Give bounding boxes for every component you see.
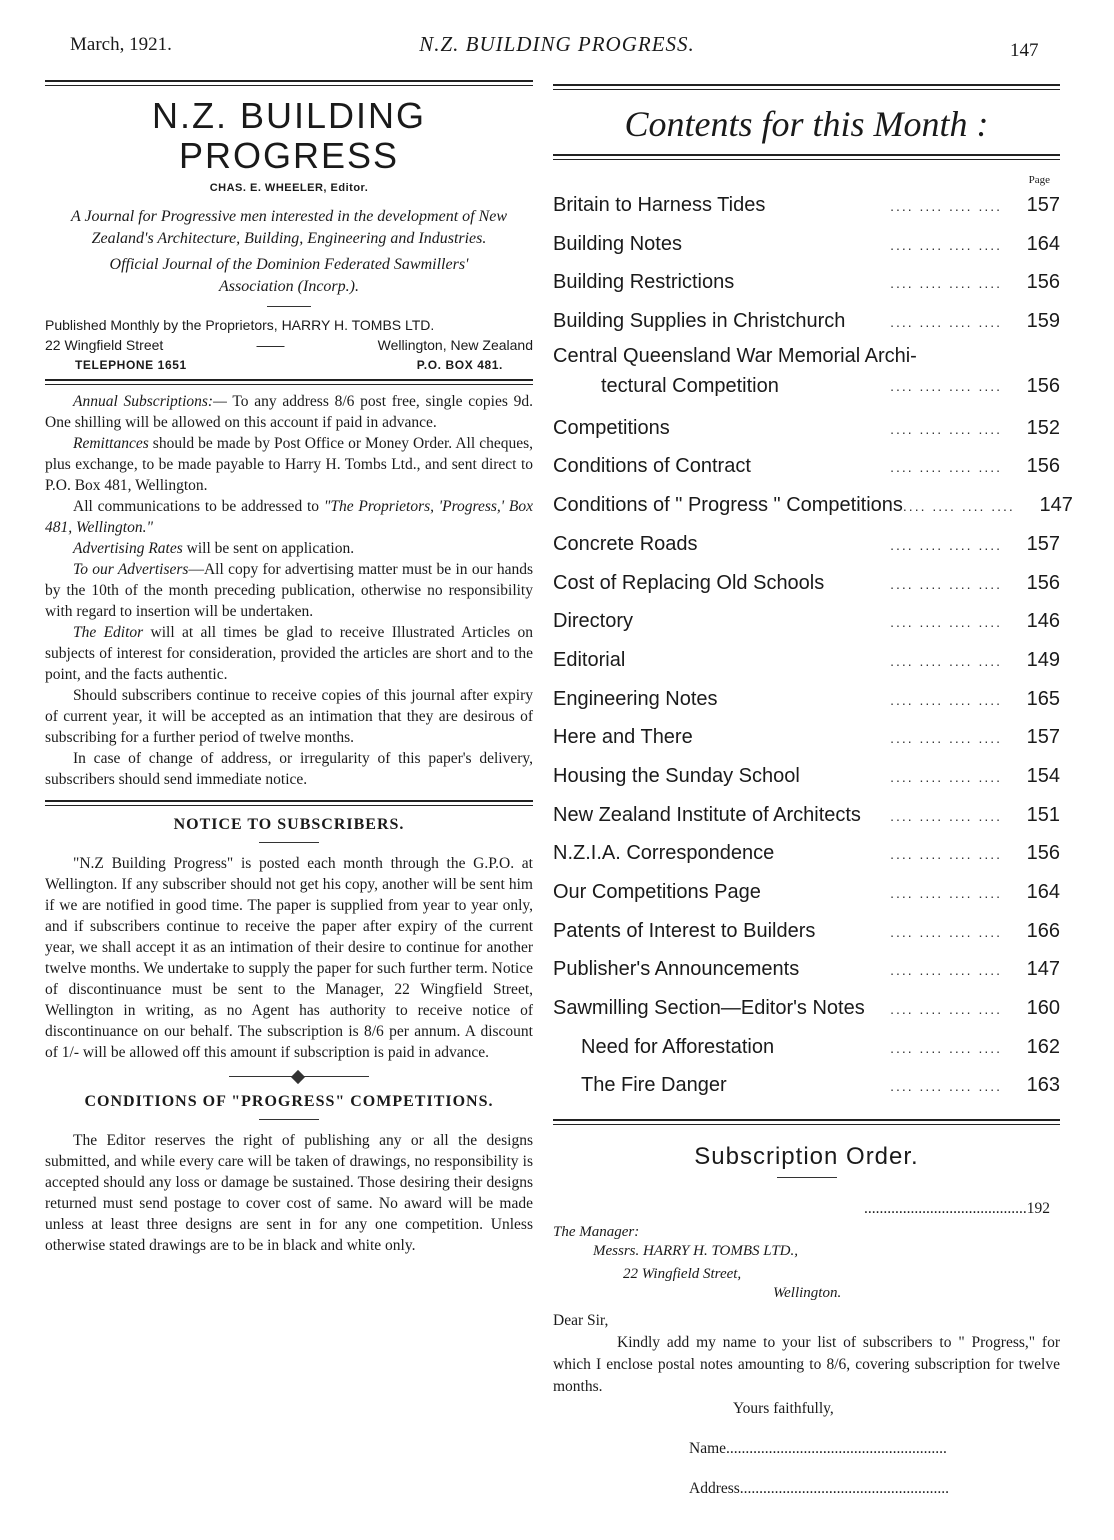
toc-page-number: 166 [1026, 919, 1060, 942]
conditions-body: The Editor reserves the right of publishing any or all the designs submitted, and while every care will be taken of drawings, no responsibility is accepted should any loss or damage be sustained. Those desiring their designs returned must send postage to cover cost of same. No award will be made unless at least three designs are sent in for any one competition. Unless otherwise stated drawings are to be in black and white only. [45, 1132, 533, 1254]
publisher-text: Published Monthly by the Proprietors, HARRY H. TOMBS LTD. [45, 317, 435, 333]
toc-leader-dots: .... .... .... .... [890, 652, 1002, 669]
subscription-paragraph [45, 391, 533, 433]
toc-page-number: 157 [1026, 532, 1060, 555]
issue-date: March, 1921. [70, 34, 172, 55]
toc-leader-dots: .... .... .... .... [890, 768, 1002, 785]
left-column [45, 96, 533, 1256]
toc-entry-title: Publisher's Announcements [553, 958, 800, 981]
advertising-text: will be sent on application. [182, 540, 355, 557]
toc-leader-dots: .... .... .... .... [890, 614, 1002, 631]
official-journal-note: Official Journal of the Dominion Federated Sawmillers' Association (Incorp.). [109, 256, 469, 295]
left-top-rule [45, 80, 533, 82]
advertisers-paragraph [45, 559, 533, 622]
toc-page-number: 157 [1026, 726, 1060, 749]
divider [259, 1119, 319, 1120]
toc-leader-dots: .... .... .... .... [890, 691, 1002, 708]
editor-text: will at all times be glad to receive Illustrated Articles on subjects of interest for consideration, provided the articles are short and to the point, and the facts authentic. [45, 624, 534, 683]
toc-entry-title: Need for Afforestation [581, 1035, 775, 1058]
ornament-divider [45, 1067, 533, 1087]
journal-description: A Journal for Progressive men interested in the development of New Zealand's Architecture, Building, Engineering and Industries. [70, 208, 508, 247]
toc-entry [553, 564, 1060, 603]
conditions-heading: CONDITIONS OF "PROGRESS" COMPETITIONS. [84, 1093, 494, 1110]
divider [553, 159, 1060, 160]
toc-entry [553, 641, 1060, 680]
toc-entry-title: Editorial [553, 648, 626, 671]
toc-page-number: 164 [1026, 881, 1060, 903]
toc-entry-title-cont: tectural Competition [601, 374, 779, 397]
toc-page-number: 162 [1026, 1035, 1060, 1058]
toc-leader-dots: .... .... .... .... [890, 377, 1002, 394]
masthead-title: N.Z. BUILDING PROGRESS [151, 95, 427, 176]
toc-entry [553, 263, 1060, 302]
continuation-paragraph: Should subscribers continue to receive copies of this journal after expiry of current year, it will be accepted as an intimation that they are desirous of subscribing for a further period of twelve months. [45, 687, 533, 746]
contents-list [553, 186, 1073, 1105]
toc-entry-title: Directory [553, 610, 634, 633]
toc-entry-title: Housing the Sunday School [553, 764, 800, 787]
editor-paragraph [45, 622, 533, 685]
toc-entry [553, 525, 1060, 564]
running-header [0, 30, 1114, 60]
divider [777, 1177, 837, 1178]
toc-page-number: 147 [1039, 494, 1073, 517]
order-body: Kindly add my name to your list of subscribers to " Progress," for which I enclose postal notes amounting to 8/6, covering subscription for twelve months. [553, 1334, 1060, 1396]
toc-entry-line2 [553, 371, 1060, 401]
toc-page-number: 151 [1026, 803, 1060, 826]
firm-street: 22 Wingfield Street, [623, 1266, 742, 1283]
toc-page-number: 157 [1026, 194, 1060, 216]
right-column [553, 96, 1073, 1500]
closing: Yours faithfully, [733, 1400, 834, 1418]
toc-entry-title: Britain to Harness Tides [553, 194, 766, 216]
toc-entry [553, 950, 1060, 989]
toc-entry [553, 680, 1060, 719]
toc-entry-title: New Zealand Institute of Architects [553, 803, 861, 826]
publication-title: N.Z. BUILDING PROGRESS. [419, 32, 695, 56]
address-line [45, 335, 533, 355]
toc-entry [553, 341, 1060, 409]
firm-city: Wellington. [773, 1285, 842, 1302]
communications-text: All communications to be addressed to [73, 498, 324, 515]
toc-entry-title: Conditions of Contract [553, 455, 751, 478]
divider [553, 1119, 1060, 1121]
toc-leader-dots: .... .... .... .... [890, 275, 1002, 292]
divider [259, 842, 319, 843]
toc-page-number: 156 [1026, 271, 1060, 294]
divider [45, 800, 533, 802]
toc-page-number: 147 [1026, 958, 1060, 981]
toc-leader-dots: .... .... .... .... [890, 536, 1002, 553]
date-field[interactable]: ..........................................192 [864, 1200, 1050, 1218]
toc-page-number: 156 [1026, 455, 1060, 478]
toc-leader-dots: .... .... .... .... [890, 420, 1002, 437]
advertising-label: Advertising Rates [73, 540, 183, 557]
toc-entry-title: Building Notes [553, 232, 682, 255]
toc-entry-title: Engineering Notes [553, 687, 718, 710]
toc-entry-title: Central Queensland War Memorial Archi- [553, 344, 917, 367]
firm-name: Messrs. HARRY H. TOMBS LTD., [593, 1243, 799, 1260]
toc-entry [553, 486, 1073, 525]
notice-heading: NOTICE TO SUBSCRIBERS. [173, 816, 405, 833]
advertising-paragraph [45, 538, 533, 559]
toc-page-number: 160 [1026, 997, 1060, 1020]
toc-entry [553, 1066, 1060, 1105]
annual-subscriptions-text: To any address 8/6 post free, single copies 9d. One shilling will be allowed on this account if paid in advance. [45, 393, 533, 431]
toc-entry [553, 186, 1060, 225]
remittances-label: Remittances [73, 435, 149, 452]
toc-leader-dots: .... .... .... .... [890, 885, 1002, 901]
toc-entry-title: Building Supplies in Christchurch [553, 310, 846, 333]
toc-page-number: 149 [1026, 648, 1060, 671]
right-top-rule [553, 84, 1060, 86]
toc-entry [553, 1028, 1060, 1067]
toc-page-number: 152 [1026, 416, 1060, 439]
divider [267, 306, 311, 307]
toc-entry [553, 834, 1060, 873]
toc-page-number: 156 [1026, 842, 1060, 865]
toc-leader-dots: .... .... .... .... [890, 923, 1002, 940]
address-dash: —— [256, 337, 285, 353]
annual-subscriptions-label: Annual Subscriptions:— [73, 393, 227, 410]
toc-entry [553, 302, 1060, 341]
toc-entry-title: Conditions of " Progress " Competitions [553, 494, 903, 517]
toc-entry-title: Our Competitions Page [553, 881, 761, 903]
toc-entry-title: Sawmilling Section—Editor's Notes [553, 997, 865, 1020]
toc-entry [553, 718, 1060, 757]
left-top-rule-2 [45, 85, 533, 86]
divider [45, 379, 533, 381]
toc-entry-title: Concrete Roads [553, 532, 698, 555]
toc-entry-title: N.Z.I.A. Correspondence [553, 842, 775, 865]
toc-page-number: 159 [1026, 310, 1060, 333]
address-field[interactable]: Address...................................................... [689, 1480, 950, 1498]
advertisers-text: —All copy for advertising matter must be in our hands by the 10th of the month preceding publication, otherwise no responsibility with regard to insertion will be undertaken. [45, 561, 533, 620]
divider [45, 384, 533, 385]
po-box: P.O. BOX 481. [416, 358, 503, 372]
name-field[interactable]: Name......................................................... [689, 1440, 947, 1458]
divider [553, 1124, 1060, 1125]
right-top-rule-2 [553, 89, 1060, 90]
toc-leader-dots: .... .... .... .... [890, 807, 1002, 824]
divider [45, 805, 533, 806]
toc-leader-dots: .... .... .... .... [890, 962, 1002, 979]
page-number: 147 [1010, 40, 1039, 61]
addressee-label: The Manager: [553, 1224, 640, 1241]
remittances-text: should be made by Post Office or Money Order. All cheques, plus exchange, to be made payable to Harry H. Tombs Ltd., and sent direct to P.O. Box 481, Wellington. [45, 435, 533, 494]
toc-leader-dots: .... .... .... .... [890, 459, 1002, 476]
toc-entry [553, 989, 1060, 1028]
communications-paragraph [45, 496, 533, 538]
toc-entry-title: The Fire Danger [581, 1074, 727, 1097]
subscription-order-title: Subscription Order. [694, 1143, 919, 1171]
toc-leader-dots: .... .... .... .... [890, 1001, 1002, 1018]
toc-entry-title: Building Restrictions [553, 271, 735, 294]
toc-entry [553, 912, 1060, 951]
toc-page-number: 156 [1026, 571, 1060, 594]
editor-label: The Editor [73, 624, 144, 641]
page-column-label: Page [1028, 174, 1050, 186]
toc-leader-dots: .... .... .... .... [890, 236, 1002, 253]
toc-page-number: 164 [1026, 232, 1060, 255]
toc-leader-dots: .... .... .... .... [890, 730, 1002, 747]
notice-body: "N.Z Building Progress" is posted each month through the G.P.O. at Wellington. If any subscriber should not get his copy, another will be sent him if we are notified in good time. The paper is supplied from year to year only, and if subscribers continue to receive the paper after expiry of the current year, we shall accept it as an intimation of their desire to continue for another twelve months. We undertake to supply the paper for such further term. Notice of discontinuance must be sent to the Manager, 22 Wingfield Street, Wellington in writing, as no Agent has authority to receive notice of discontinuance on our behalf. The subscription is 8/6 per annum. A discount of 1/- will be allowed off this amount if subscription is paid in advance. [45, 855, 533, 1061]
toc-page-number: 165 [1026, 687, 1060, 710]
city-address: Wellington, New Zealand [377, 337, 533, 353]
toc-leader-dots: .... .... .... .... [890, 846, 1002, 863]
publisher-line [45, 315, 533, 335]
toc-leader-dots: .... .... .... .... [890, 1039, 1002, 1056]
toc-page-number: 146 [1026, 610, 1060, 633]
toc-entry [553, 796, 1060, 835]
telephone: TELEPHONE 1651 [75, 358, 187, 372]
toc-entry [553, 447, 1060, 486]
toc-entry [553, 873, 1060, 912]
toc-leader-dots: .... .... .... .... [890, 314, 1002, 331]
street-address: 22 Wingfield Street [45, 337, 164, 353]
toc-entry-title: Patents of Interest to Builders [553, 919, 816, 942]
toc-leader-dots: .... .... .... .... [902, 498, 1015, 515]
toc-leader-dots: .... .... .... .... [890, 575, 1002, 592]
toc-entry-title: Cost of Replacing Old Schools [553, 571, 825, 594]
advertisers-label: To our Advertisers [73, 561, 189, 578]
toc-entry [553, 602, 1060, 641]
contact-line [45, 355, 533, 375]
toc-page-number: 154 [1026, 764, 1060, 787]
toc-entry [553, 757, 1060, 796]
remittances-paragraph [45, 433, 533, 496]
toc-entry [553, 409, 1060, 448]
communications-address: "The Proprietors, 'Progress,' Box 481, Wellington." [45, 498, 534, 536]
toc-page-number: 156 [1026, 374, 1060, 397]
toc-entry [553, 225, 1060, 264]
toc-entry-title: Competitions [553, 416, 670, 439]
salutation: Dear Sir, [553, 1312, 609, 1330]
toc-entry-title: Here and There [553, 726, 693, 749]
toc-leader-dots: .... .... .... .... [890, 1078, 1002, 1095]
toc-page-number: 163 [1026, 1074, 1060, 1097]
toc-leader-dots: .... .... .... .... [890, 198, 1002, 214]
editor-credit: CHAS. E. WHEELER, Editor. [209, 182, 369, 194]
contents-title: Contents for this Month : [624, 104, 989, 144]
change-address-paragraph: In case of change of address, or irregularity of this paper's delivery, subscribers should send immediate notice. [45, 750, 533, 788]
divider [553, 154, 1060, 156]
